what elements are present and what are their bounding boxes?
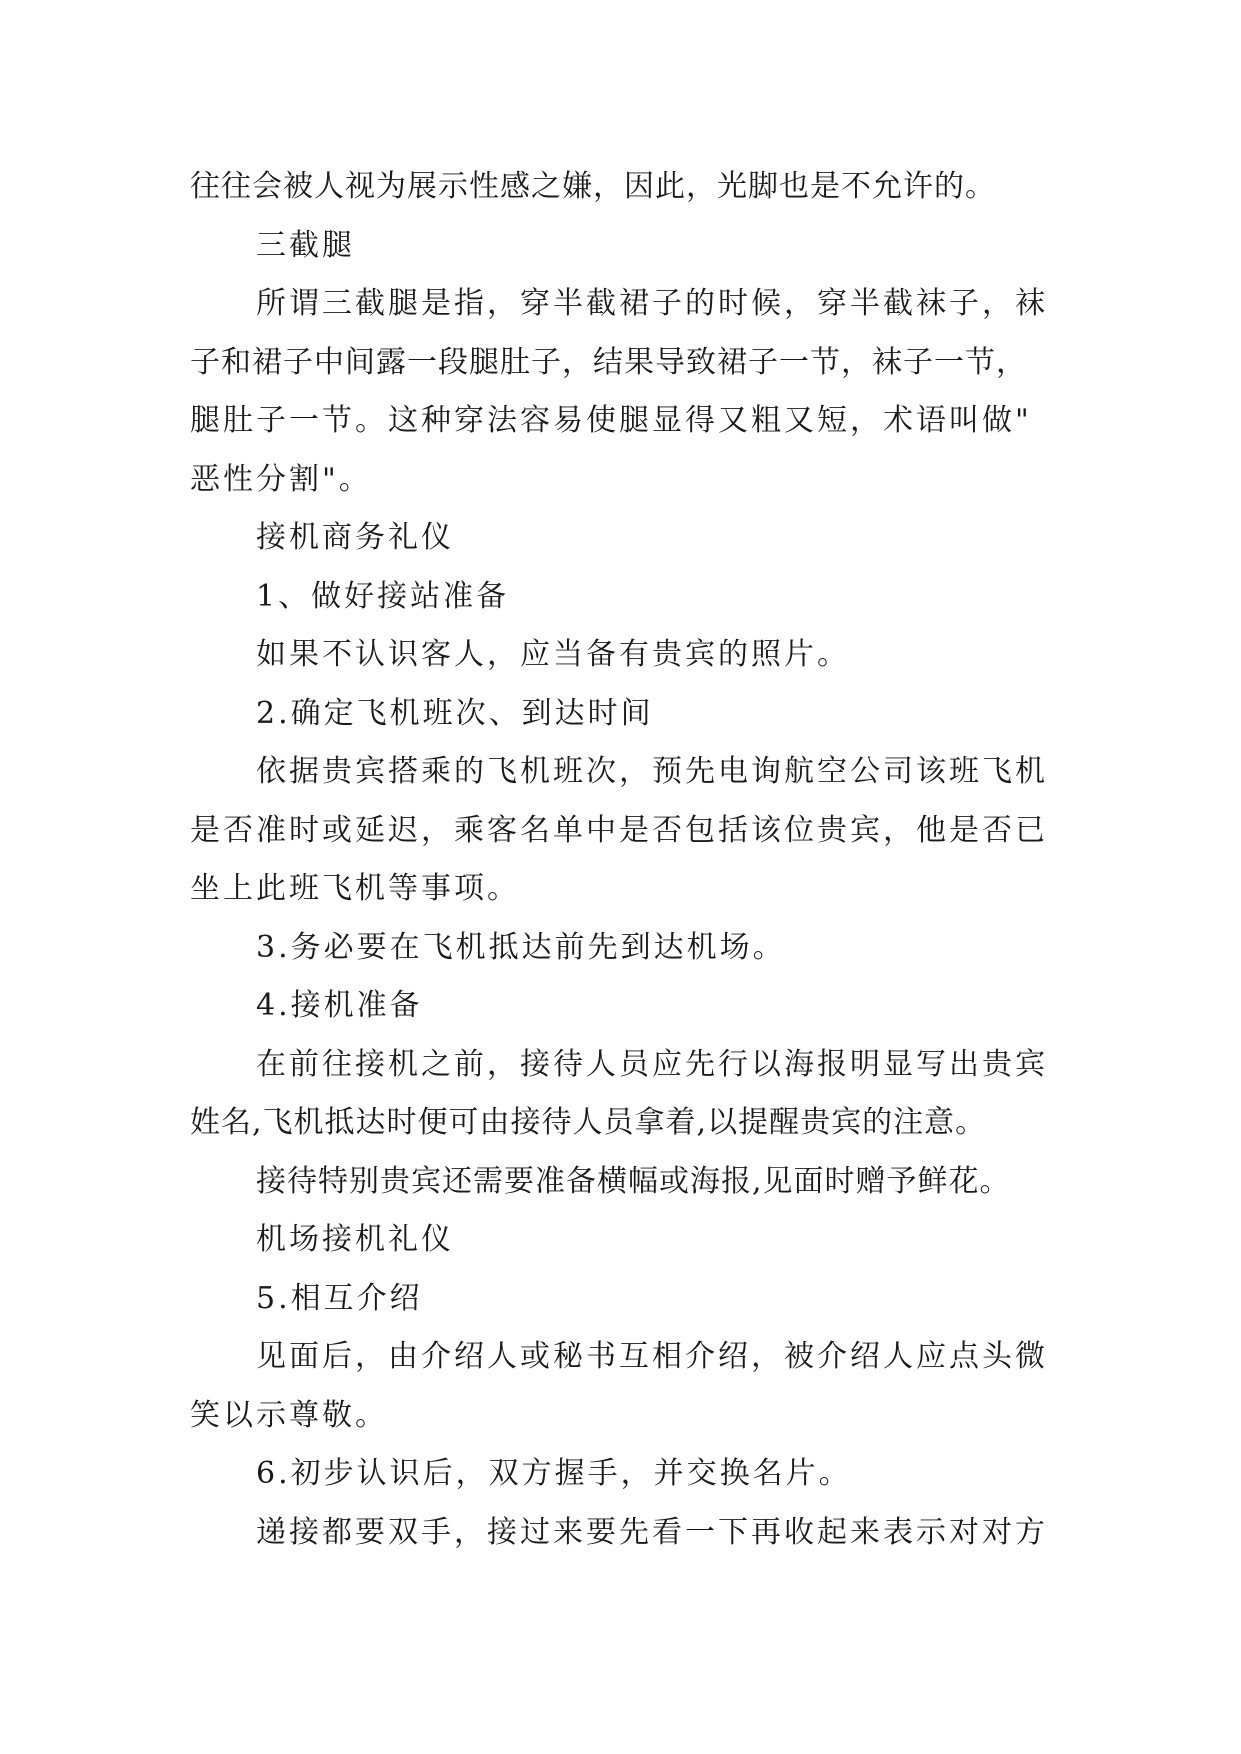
paragraph-line: 接待特别贵宾还需要准备横幅或海报,见面时赠予鲜花。 [256, 1163, 1011, 1199]
paragraph-line: 递接都要双手，接过来要先看一下再收起来表示对对方 [256, 1514, 1048, 1550]
list-item-heading: 3.务必要在飞机抵达前先到达机场。 [256, 929, 786, 965]
paragraph-line: 姓名,飞机抵达时便可由接待人员拿着,以提醒贵宾的注意。 [190, 1105, 987, 1140]
paragraph-line: 如果不认识客人，应当备有贵宾的照片。 [256, 637, 850, 672]
paragraph-line: 在前往接机之前，接待人员应先行以海报明显写出贵宾 [256, 1046, 1048, 1082]
paragraph-line: 依据贵宾搭乘的飞机班次，预先电询航空公司该班飞机 [256, 754, 1048, 789]
list-item-heading: 1、做好接站准备 [256, 578, 510, 614]
document-body [190, 158, 1060, 1562]
list-item-heading: 5.相互介绍 [256, 1280, 423, 1316]
paragraph-line: 见面后，由介绍人或秘书互相介绍，被介绍人应点头微 [256, 1339, 1048, 1374]
section-heading: 机场接机礼仪 [256, 1222, 454, 1257]
section-heading: 接机商务礼仪 [256, 520, 454, 555]
section-heading: 三截腿 [256, 227, 355, 263]
list-item-heading: 2.确定飞机班次、到达时间 [256, 695, 654, 731]
paragraph-line: 笑以示尊敬。 [190, 1397, 388, 1433]
paragraph-line: 腿肚子一节。这种穿法容易使腿显得又粗又短，术语叫做" [190, 403, 1032, 438]
paragraph-line: 所谓三截腿是指，穿半截裙子的时候，穿半截袜子，袜 [256, 286, 1048, 321]
paragraph-line: 坐上此班飞机等事项。 [190, 871, 520, 906]
list-item-heading: 6.初步认识后，双方握手，并交换名片。 [256, 1456, 852, 1491]
paragraph-line: 是否准时或延迟，乘客名单中是否包括该位贵宾，他是否已 [190, 812, 1048, 848]
list-item-heading: 4.接机准备 [256, 988, 423, 1023]
paragraph-line: 恶性分割"。 [190, 461, 372, 497]
paragraph-line: 往往会被人视为展示性感之嫌，因此，光脚也是不允许的。 [190, 169, 996, 204]
paragraph-line: 子和裙子中间露一段腿肚子，结果导致裙子一节，袜子一节， [190, 344, 1027, 380]
